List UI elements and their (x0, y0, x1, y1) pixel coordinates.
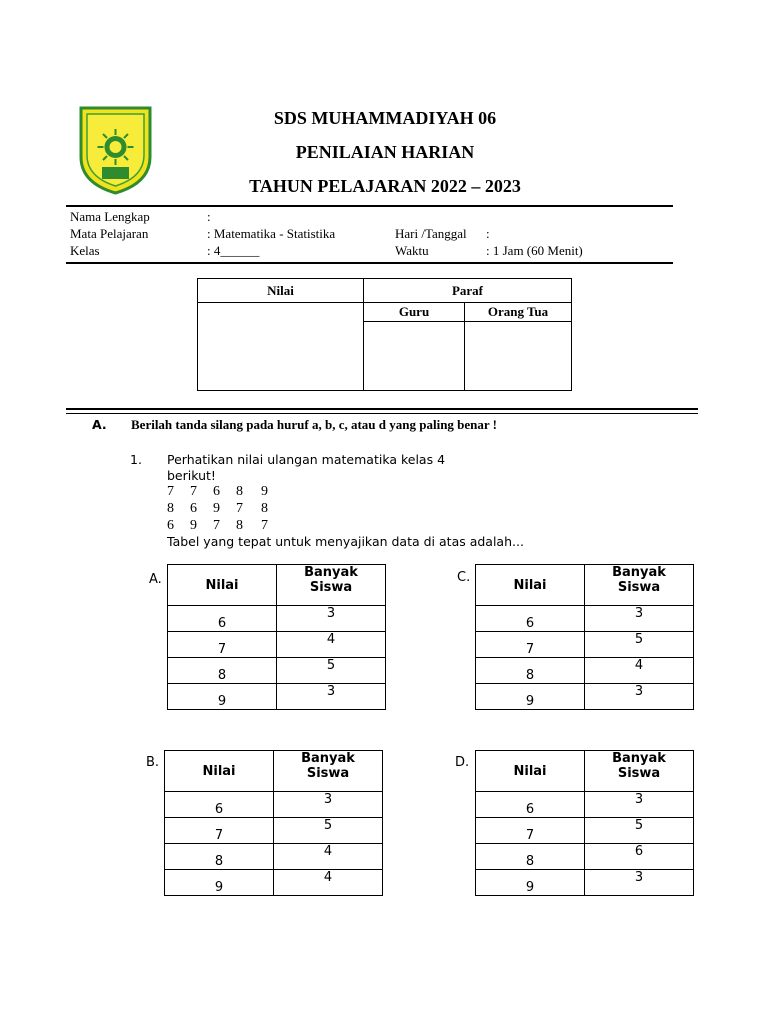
data-value: 8 (167, 501, 174, 516)
nilai-cell: 9 (476, 870, 585, 896)
nilai-cell: 8 (476, 844, 585, 870)
banyak-siswa-cell: 3 (585, 792, 694, 818)
banyak-siswa-cell: 4 (274, 870, 383, 896)
option-table (475, 564, 694, 710)
option-table (475, 750, 694, 896)
table-row (476, 818, 694, 844)
header-line: Siswa (306, 766, 350, 781)
question-line-1: Perhatikan nilai ulangan matematika kelas 4 (167, 452, 446, 467)
data-value: 8 (236, 484, 243, 499)
banyak-siswa-cell: 3 (277, 684, 386, 710)
section-divider-bottom (66, 413, 698, 414)
table-row (168, 684, 386, 710)
waktu-label: Waktu (395, 243, 429, 258)
orang-tua-header: Orang Tua (465, 303, 572, 322)
nilai-cell: 8 (168, 658, 277, 684)
option-label[interactable]: D. (455, 755, 470, 770)
table-row (165, 870, 383, 896)
banyak-siswa-cell: 5 (277, 658, 386, 684)
nilai-column-header: Nilai (165, 751, 274, 792)
banyak-siswa-cell: 3 (277, 606, 386, 632)
nilai-cell: 7 (476, 632, 585, 658)
data-value: 6 (190, 501, 197, 516)
nilai-cell: 8 (165, 844, 274, 870)
banyak-siswa-cell: 3 (274, 792, 383, 818)
banyak-siswa-cell: 4 (585, 658, 694, 684)
header-line: Siswa (617, 580, 661, 595)
waktu-value: : 1 Jam (60 Menit) (486, 243, 583, 258)
nilai-cell: 7 (168, 632, 277, 658)
nama-label: Nama Lengkap (70, 209, 150, 224)
data-value: 9 (213, 501, 220, 516)
data-value: 6 (167, 518, 174, 533)
header-line: Banyak (301, 751, 355, 766)
data-value: 7 (261, 518, 268, 533)
banyak-siswa-cell: 5 (274, 818, 383, 844)
option-label[interactable]: C. (457, 570, 471, 585)
kelas-label: Kelas (70, 243, 100, 258)
nilai-column-header: Nilai (476, 565, 585, 606)
table-row (168, 606, 386, 632)
table-row (165, 844, 383, 870)
nilai-cell: 6 (476, 792, 585, 818)
table-row (476, 658, 694, 684)
nilai-box[interactable] (198, 303, 364, 391)
kelas-field[interactable]: : 4______ (207, 243, 260, 258)
nama-field[interactable]: : (207, 209, 211, 224)
data-value: 9 (261, 484, 268, 499)
header-line: Siswa (309, 580, 353, 595)
data-value: 8 (236, 518, 243, 533)
banyak-siswa-column-header (274, 751, 383, 792)
banyak-siswa-column-header (585, 751, 694, 792)
section-letter: A. (92, 417, 107, 432)
header-line: Banyak (304, 565, 358, 580)
nilai-cell: 9 (476, 684, 585, 710)
table-row (476, 870, 694, 896)
banyak-siswa-cell: 4 (274, 844, 383, 870)
nilai-column-header: Nilai (476, 751, 585, 792)
nilai-header: Nilai (198, 279, 364, 303)
mapel-value: : Matematika - Statistika (207, 226, 336, 241)
data-value: 9 (190, 518, 197, 533)
banyak-siswa-cell: 6 (585, 844, 694, 870)
banyak-siswa-cell: 5 (585, 632, 694, 658)
hari-field[interactable]: : (486, 226, 490, 241)
question-number: 1. (130, 452, 142, 467)
table-row (168, 658, 386, 684)
header-line: Banyak (612, 751, 666, 766)
nilai-cell: 7 (165, 818, 274, 844)
banyak-siswa-column-header (585, 565, 694, 606)
question-line-2: berikut! (167, 468, 216, 483)
header-line: Banyak (612, 565, 666, 580)
table-row (165, 792, 383, 818)
section-divider-top (66, 408, 698, 410)
option-table (164, 750, 383, 896)
option-label[interactable]: B. (146, 755, 160, 770)
guru-sign-box[interactable] (364, 322, 465, 391)
banyak-siswa-cell: 4 (277, 632, 386, 658)
data-value: 7 (213, 518, 220, 533)
banyak-siswa-cell: 5 (585, 818, 694, 844)
data-value: 7 (190, 484, 197, 499)
table-row (476, 684, 694, 710)
section-instruction: Berilah tanda silang pada huruf a, b, c, atau d yang paling benar ! (131, 417, 498, 432)
orang-tua-sign-box[interactable] (465, 322, 572, 391)
table-row (476, 792, 694, 818)
table-row (168, 632, 386, 658)
table-row (165, 818, 383, 844)
nilai-cell: 7 (476, 818, 585, 844)
data-value: 6 (213, 484, 220, 499)
mapel-label: Mata Pelajaran (70, 226, 149, 241)
option-table (167, 564, 386, 710)
banyak-siswa-cell: 3 (585, 870, 694, 896)
table-row (476, 632, 694, 658)
nilai-cell: 6 (165, 792, 274, 818)
academic-year: TAHUN PELAJARAN 2022 – 2023 (249, 176, 521, 196)
banyak-siswa-column-header (277, 565, 386, 606)
option-label[interactable]: A. (149, 572, 162, 587)
nilai-cell: 6 (168, 606, 277, 632)
data-value: 7 (236, 501, 243, 516)
table-row (476, 606, 694, 632)
banyak-siswa-cell: 3 (585, 606, 694, 632)
banyak-siswa-cell: 3 (585, 684, 694, 710)
hari-label: Hari /Tanggal (395, 226, 467, 241)
nilai-column-header: Nilai (168, 565, 277, 606)
nilai-cell: 9 (168, 684, 277, 710)
school-name: SDS MUHAMMADIYAH 06 (273, 108, 497, 128)
header-divider (66, 205, 673, 207)
table-row (476, 844, 694, 870)
nilai-cell: 8 (476, 658, 585, 684)
header-line: Siswa (617, 766, 661, 781)
data-value: 7 (167, 484, 174, 499)
exam-title: PENILAIAN HARIAN (295, 142, 475, 162)
score-table (197, 278, 572, 391)
nilai-cell: 6 (476, 606, 585, 632)
nilai-cell: 9 (165, 870, 274, 896)
identity-divider (66, 262, 673, 264)
question-prompt: Tabel yang tepat untuk menyajikan data di atas adalah... (167, 534, 524, 549)
guru-header: Guru (364, 303, 465, 322)
paraf-header: Paraf (364, 279, 572, 303)
data-value: 8 (261, 501, 268, 516)
